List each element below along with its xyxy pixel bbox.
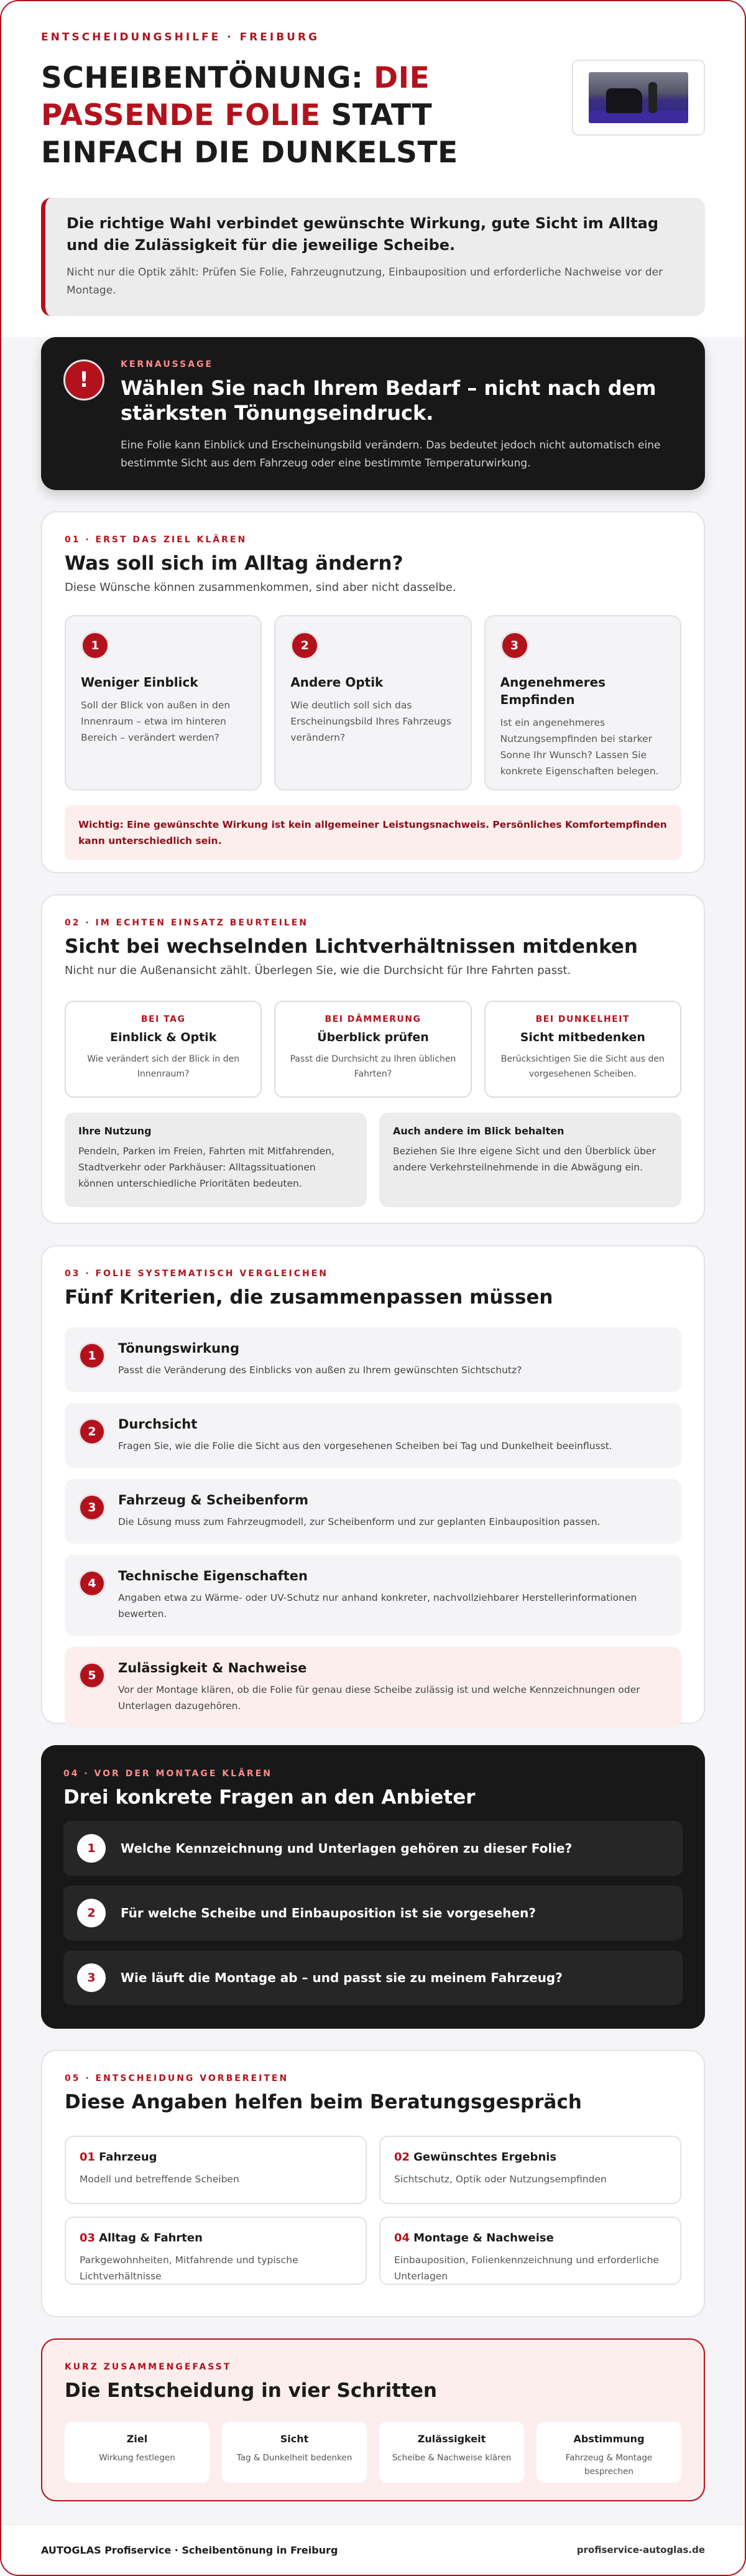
warning-note: Wichtig: Eine gewünschte Wirkung ist kein allgemeiner Leistungsnachweis. Persönliches Komfortempfinden kann unterschiedlich sein. [65, 805, 681, 860]
car-photo [589, 72, 688, 123]
info-title: Gewünschtes Ergebnis [413, 2151, 557, 2164]
question-row [63, 1950, 683, 2005]
eyebrow: ENTSCHEIDUNGSHILFE · FREIBURG [41, 31, 320, 44]
note-text: Beziehen Sie Ihre eigene Sicht und den Überblick über andere Verkehrsteilnehmende in die Abwägung ein. [393, 1146, 656, 1173]
criterion-text: Vor der Montage klären, ob die Folie für genau diese Scheibe zulässig ist und welche Kennzeichnungen oder Unterlagen dazugehören. [118, 1684, 640, 1712]
number-badge: 1 [81, 631, 109, 660]
key-message-tag: KERNAUSSAGE [121, 359, 214, 369]
section-title: Die Entscheidung in vier Schritten [65, 2379, 437, 2402]
exclamation-icon: ! [63, 359, 104, 401]
question-row [63, 1886, 683, 1940]
section-questions [41, 1745, 705, 2029]
info-card [379, 2136, 681, 2204]
section-consultation [41, 2050, 705, 2317]
info-text: Sichtschutz, Optik oder Nutzungsempfinden [394, 2174, 607, 2185]
criterion-text: Angaben etwa zu Wärme- oder UV-Schutz nur anhand konkreter, nachvollziehbarer Herstellerinformationen bewerten. [118, 1592, 637, 1619]
info-title: Montage & Nachweise [413, 2231, 554, 2245]
info-text: Einbauposition, Folienkennzeichnung und erforderliche Unterlagen [394, 2254, 659, 2282]
info-card [65, 2136, 367, 2204]
step-text: Tag & Dunkelheit bedenken [236, 2453, 352, 2463]
title-part-3: STATT EINFACH DIE DUNKELSTE [41, 98, 458, 170]
light-condition-text: Wie verändert sich der Blick in den Innenraum? [87, 1054, 240, 1079]
section-title: Fünf Kriterien, die zusammenpassen müssen [65, 1286, 553, 1309]
goal-title: Angenehmeres Empfinden [500, 675, 606, 707]
goal-text: Ist ein angenehmeres Nutzungsempfinden bei starker Sonne Ihr Wunsch? Lassen Sie konkrete Eigenschaften belegen. [500, 717, 659, 777]
note-title: Ihre Nutzung [78, 1125, 152, 1137]
step-card [65, 2422, 210, 2483]
section-summary [41, 2338, 705, 2501]
number-badge: 4 [78, 1570, 106, 1597]
info-title: Alltag & Fahrten [99, 2231, 203, 2245]
title-part-highlight: DIE PASSENDE FOLIE [41, 61, 430, 132]
lead-title: Die richtige Wahl verbindet gewünschte Wirkung, gute Sicht im Alltag und die Zulässigkeit für die jeweilige Scheibe. [67, 215, 658, 254]
criterion-title: Tönungswirkung [118, 1341, 240, 1356]
light-condition-text: Passt die Durchsicht zu Ihren üblichen Fahrten? [290, 1054, 456, 1079]
step-title: Zulässigkeit [417, 2433, 486, 2445]
usage-note [379, 1113, 681, 1207]
usage-note [65, 1113, 367, 1207]
step-card [222, 2422, 367, 2483]
section-tag: 03 · FOLIE SYSTEMATISCH VERGLEICHEN [65, 1269, 329, 1279]
section-tag: KURZ ZUSAMMENGEFASST [65, 2362, 232, 2372]
page-title [41, 60, 489, 172]
criterion-row-highlight [65, 1647, 681, 1728]
info-card [65, 2217, 367, 2285]
step-title: Ziel [126, 2433, 148, 2445]
goal-title: Andere Optik [290, 675, 384, 690]
light-condition-label: BEI DUNKELHEIT [535, 1014, 630, 1024]
step-title: Sicht [280, 2433, 309, 2445]
light-condition-card [274, 1001, 471, 1098]
number-badge: 3 [78, 1494, 106, 1521]
goal-text: Soll der Blick von außen in den Innenraum – etwa im hinteren Bereich – verändert werden? [81, 700, 231, 743]
step-text: Fahrzeug & Montage besprechen [565, 2453, 653, 2476]
goal-card [274, 615, 471, 790]
title-part-1: SCHEIBENTÖNUNG: [41, 61, 374, 95]
info-number: 01 [80, 2151, 96, 2164]
criterion-row [65, 1555, 681, 1636]
goal-text: Wie deutlich soll sich das Erscheinungsbild Ihres Fahrzeugs verändern? [290, 700, 451, 743]
section-criteria [41, 1245, 705, 1724]
section-subtitle: Diese Wünsche können zusammenkommen, sind aber nicht dasselbe. [65, 581, 456, 594]
key-message-text: Eine Folie kann Einblick und Erscheinungsbild verändern. Das bedeutet jedoch nicht automatisch eine bestimmte Sicht aus dem Fahrzeug oder eine bestimmte Temperaturwirkung. [121, 439, 661, 470]
question-row [63, 1821, 683, 1876]
section-tag: 04 · VOR DER MONTAGE KLÄREN [63, 1769, 272, 1779]
info-number: 04 [394, 2231, 410, 2245]
question-text: Wie läuft die Montage ab – und passt sie zu meinem Fahrzeug? [121, 1970, 563, 1985]
criterion-text: Die Lösung muss zum Fahrzeugmodell, zur Scheibenform und zur geplanten Einbauposition passen. [118, 1516, 601, 1527]
light-condition-title: Sicht mitbedenken [520, 1031, 645, 1044]
footer [1, 2524, 745, 2575]
info-title: Fahrzeug [99, 2151, 157, 2164]
lead-text: Nicht nur die Optik zählt: Prüfen Sie Folie, Fahrzeugnutzung, Einbauposition und erforderliche Nachweise vor der Montage. [67, 266, 663, 297]
hero-section [1, 1, 745, 337]
step-title: Abstimmung [573, 2433, 645, 2445]
footer-website-link[interactable]: profiservice-autoglas.de [576, 2544, 705, 2555]
goal-title: Weniger Einblick [81, 675, 198, 690]
light-condition-title: Überblick prüfen [317, 1031, 429, 1044]
criterion-text: Fragen Sie, wie die Folie die Sicht aus den vorgesehenen Scheiben bei Tag und Dunkelheit beeinflusst. [118, 1440, 612, 1452]
light-condition-card [484, 1001, 681, 1098]
criterion-row [65, 1327, 681, 1392]
footer-brand: AUTOGLAS Profiservice · Scheibentönung in Freiburg [41, 2544, 338, 2556]
section-title: Was soll sich im Alltag ändern? [65, 552, 403, 575]
criterion-title: Technische Eigenschaften [118, 1568, 308, 1583]
info-card [379, 2217, 681, 2285]
step-card [536, 2422, 681, 2483]
step-card [379, 2422, 524, 2483]
info-number: 02 [394, 2151, 410, 2164]
section-tag: 02 · IM ECHTEN EINSATZ BEURTEILEN [65, 918, 308, 928]
criterion-title: Zulässigkeit & Nachweise [118, 1661, 307, 1675]
section-tag: 01 · ERST DAS ZIEL KLÄREN [65, 535, 247, 545]
step-text: Scheibe & Nachweise klären [392, 2453, 512, 2463]
criterion-row [65, 1479, 681, 1544]
note-text: Pendeln, Parken im Freien, Fahrten mit Mitfahrenden, Stadtverkehr oder Parkhäuser: Alltagssituationen können unterschiedliche Prioritäten bedeuten. [78, 1146, 334, 1189]
section-tag: 05 · ENTSCHEIDUNG VORBEREITEN [65, 2073, 289, 2083]
number-badge: 3 [77, 1963, 106, 1992]
light-condition-card [65, 1001, 262, 1098]
number-badge: 5 [78, 1662, 106, 1689]
note-title: Auch andere im Blick behalten [393, 1125, 564, 1137]
number-badge: 2 [77, 1899, 106, 1927]
light-condition-text: Berücksichtigen Sie die Sicht aus den vorgesehenen Scheiben. [500, 1054, 665, 1079]
number-badge: 2 [290, 631, 319, 660]
question-text: Welche Kennzeichnung und Unterlagen gehören zu dieser Folie? [121, 1841, 573, 1856]
section-goals [41, 511, 705, 873]
info-text: Parkgewohnheiten, Mitfahrende und typische Lichtverhältnisse [80, 2254, 298, 2282]
section-title: Diese Angaben helfen beim Beratungsgespräch [65, 2091, 582, 2113]
light-condition-title: Einblick & Optik [110, 1031, 217, 1044]
section-title: Drei konkrete Fragen an den Anbieter [63, 1786, 476, 1809]
criterion-row [65, 1403, 681, 1468]
light-condition-label: BEI DÄMMERUNG [325, 1014, 421, 1024]
section-subtitle: Nicht nur die Außenansicht zählt. Überlegen Sie, wie die Durchsicht für Ihre Fahrten passt. [65, 964, 571, 977]
light-condition-label: BEI TAG [140, 1014, 186, 1024]
step-text: Wirkung festlegen [99, 2453, 175, 2463]
question-text: Für welche Scheibe und Einbauposition ist sie vorgesehen? [121, 1906, 536, 1920]
key-message [41, 337, 705, 490]
number-badge: 1 [78, 1342, 106, 1369]
criterion-text: Passt die Veränderung des Einblicks von außen zu Ihrem gewünschten Sichtschutz? [118, 1364, 522, 1376]
criterion-title: Durchsicht [118, 1417, 198, 1432]
goal-card [65, 615, 262, 790]
lead-box [41, 198, 705, 316]
number-badge: 2 [78, 1418, 106, 1445]
criterion-title: Fahrzeug & Scheibenform [118, 1493, 308, 1508]
section-title: Sicht bei wechselnden Lichtverhältnissen mitdenken [65, 935, 638, 958]
section-light [41, 894, 705, 1224]
number-badge: 1 [77, 1834, 106, 1863]
goal-card [484, 615, 681, 790]
key-message-title: Wählen Sie nach Ihrem Bedarf – nicht nach dem stärksten Tönungseindruck. [121, 376, 656, 425]
number-badge: 3 [500, 631, 529, 660]
hero-image [572, 60, 705, 136]
info-number: 03 [80, 2231, 96, 2245]
info-text: Modell und betreffende Scheiben [80, 2174, 239, 2185]
